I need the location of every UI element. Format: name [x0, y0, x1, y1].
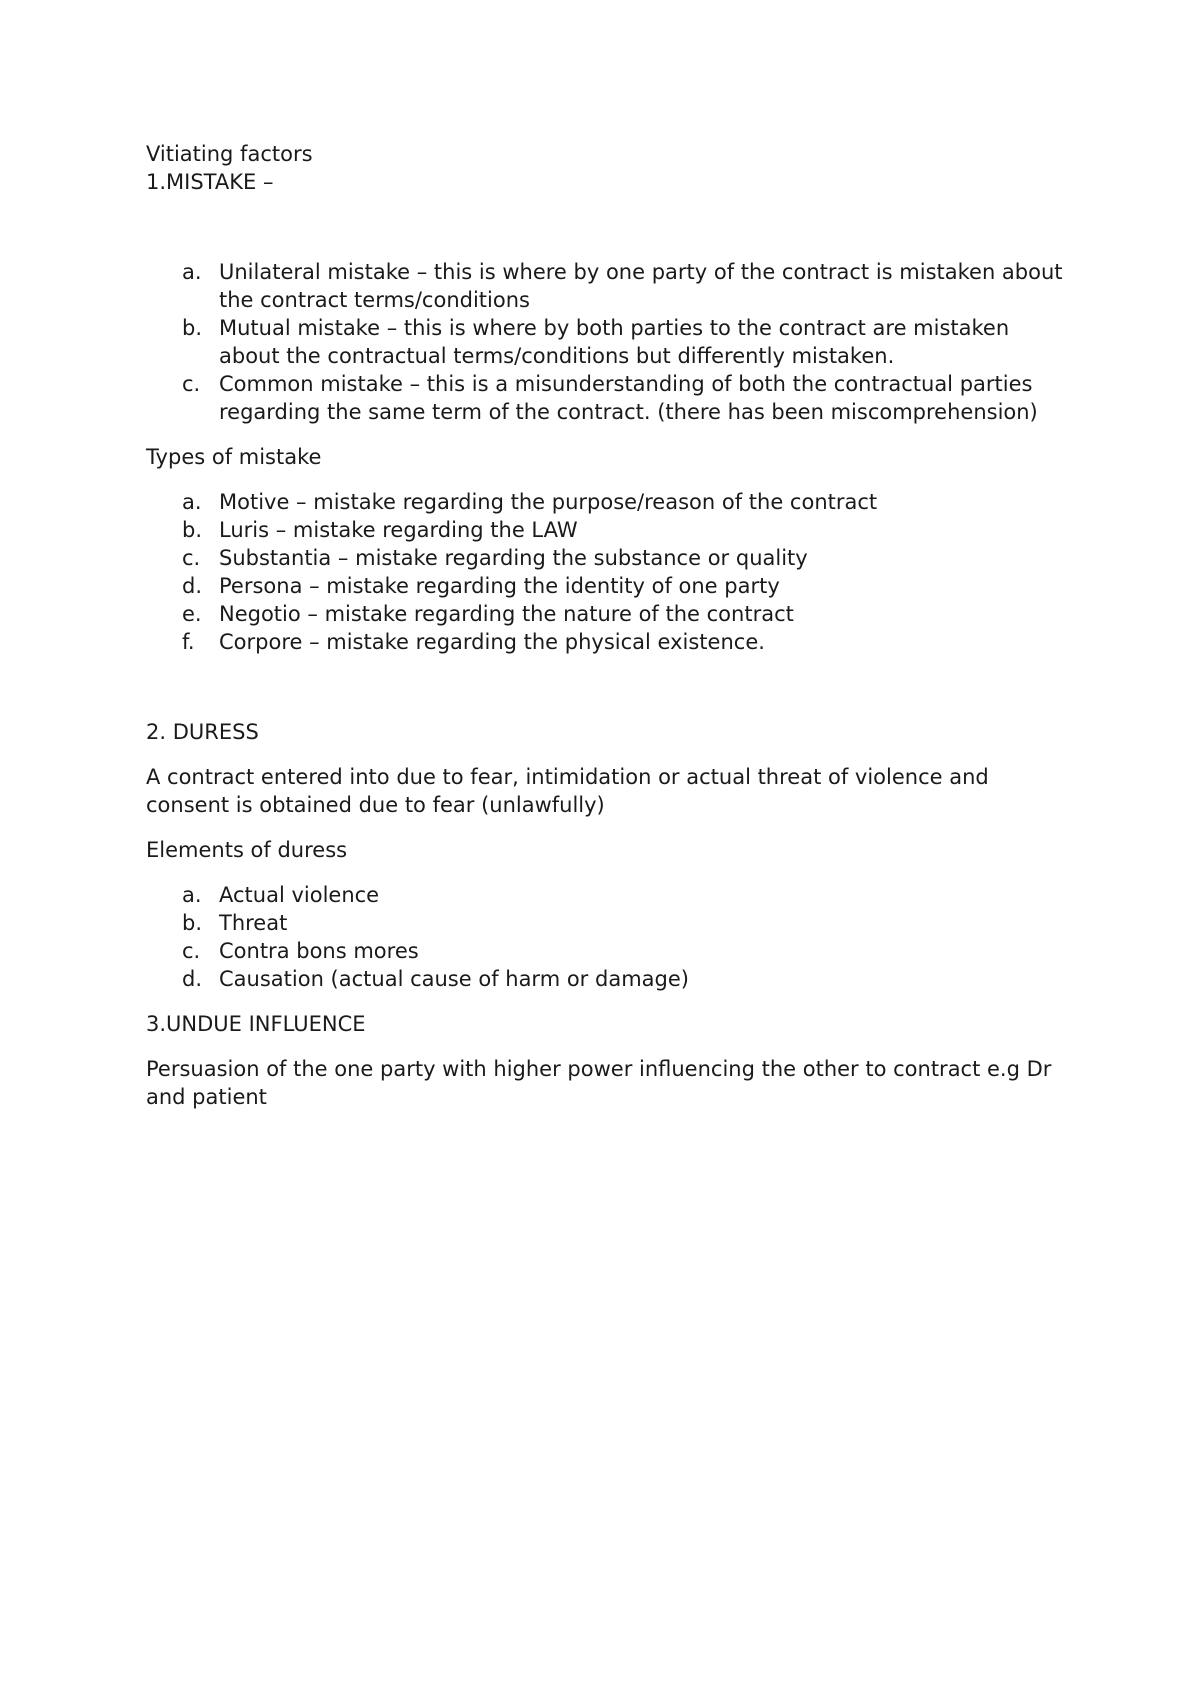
- list-item-text: Luris – mistake regarding the LAW: [219, 518, 578, 542]
- list-marker: c.: [182, 372, 201, 396]
- list-item-text: Substantia – mistake regarding the substance or quality: [219, 546, 808, 570]
- list-marker: b.: [182, 518, 203, 542]
- list-marker: b.: [182, 911, 203, 935]
- list-item: [146, 572, 1066, 600]
- list-item-text: Unilateral mistake – this is where by one party of the contract is mistaken about the contract terms/conditions: [219, 260, 1063, 312]
- types-of-mistake-heading: Types of mistake: [146, 445, 322, 469]
- list-marker: a.: [182, 260, 202, 284]
- list-marker: f.: [182, 630, 195, 654]
- list-item-text: Causation (actual cause of harm or damage): [219, 967, 689, 991]
- list-marker: b.: [182, 316, 203, 340]
- types-of-mistake-list: [146, 488, 1066, 656]
- list-item-text: Motive – mistake regarding the purpose/reason of the contract: [219, 490, 878, 514]
- list-item: [146, 909, 1066, 937]
- duress-description: A contract entered into due to fear, intimidation or actual threat of violence and consent is obtained due to fear (unlawfully): [146, 765, 989, 817]
- list-item: [146, 628, 1066, 656]
- list-item-text: Persona – mistake regarding the identity of one party: [219, 574, 780, 598]
- list-item: [146, 314, 1066, 370]
- list-item: [146, 516, 1066, 544]
- list-item-text: Common mistake – this is a misunderstanding of both the contractual parties regarding the same term of the contract. (there has been miscomprehension): [219, 372, 1038, 424]
- section-heading-duress: 2. DURESS: [146, 720, 259, 744]
- list-marker: e.: [182, 602, 202, 626]
- list-marker: c.: [182, 546, 201, 570]
- list-item-text: Mutual mistake – this is where by both parties to the contract are mistaken about the contractual terms/conditions but differently mistaken.: [219, 316, 1010, 368]
- list-item: [146, 488, 1066, 516]
- list-marker: a.: [182, 490, 202, 514]
- list-item-text: Actual violence: [219, 883, 380, 907]
- document-title: Vitiating factors: [146, 142, 313, 166]
- list-item-text: Threat: [219, 911, 288, 935]
- undue-influence-description: Persuasion of the one party with higher power influencing the other to contract e.g Dr and patient: [146, 1057, 1052, 1109]
- list-item: [146, 965, 1066, 993]
- section-heading-undue-influence: 3.UNDUE INFLUENCE: [146, 1012, 366, 1036]
- list-item: [146, 370, 1066, 426]
- list-marker: d.: [182, 967, 203, 991]
- elements-of-duress-heading: Elements of duress: [146, 838, 348, 862]
- list-item-text: Negotio – mistake regarding the nature of the contract: [219, 602, 794, 626]
- list-item: [146, 600, 1066, 628]
- elements-of-duress-list: [146, 881, 1066, 993]
- list-item: [146, 544, 1066, 572]
- mistake-definitions-list: [146, 258, 1066, 426]
- list-item: [146, 881, 1066, 909]
- list-item-text: Contra bons mores: [219, 939, 419, 963]
- list-item-text: Corpore – mistake regarding the physical existence.: [219, 630, 765, 654]
- list-item: [146, 258, 1066, 314]
- list-marker: c.: [182, 939, 201, 963]
- section-heading-mistake: 1.MISTAKE –: [146, 170, 274, 194]
- list-marker: a.: [182, 883, 202, 907]
- document-page: [146, 140, 1066, 1111]
- list-item: [146, 937, 1066, 965]
- list-marker: d.: [182, 574, 203, 598]
